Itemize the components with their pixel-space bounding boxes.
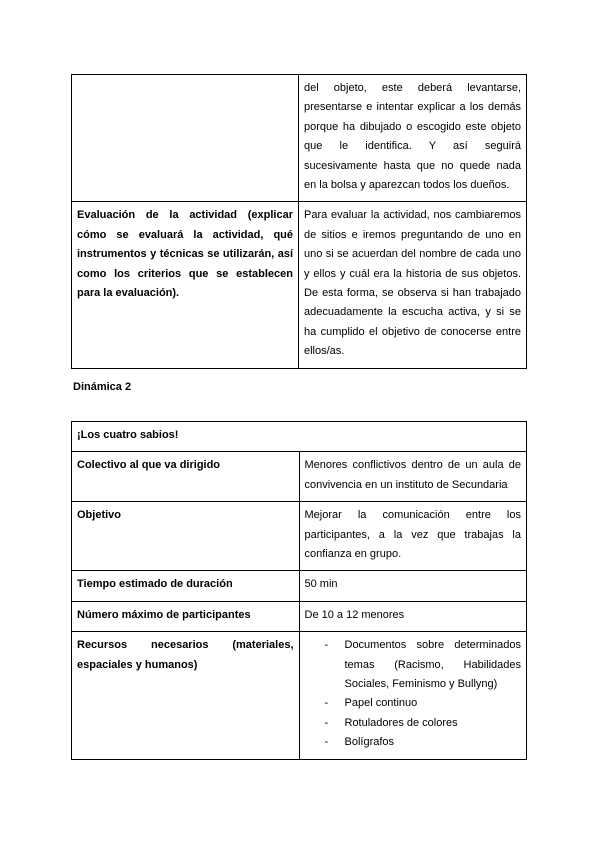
row-value: Menores conflictivos dentro de un aula de convivencia en un instituto de Secundaria xyxy=(299,452,527,502)
resources-label: Recursos necesarios (materiales, espaciales y humanos) xyxy=(72,632,300,759)
empty-label-cell xyxy=(72,75,299,202)
table-row xyxy=(72,571,527,601)
text-line: porque ha dibujado o escogido este objeto xyxy=(304,120,521,133)
evaluation-value: Para evaluar la actividad, nos cambiaremos de sitios e iremos preguntando de uno en uno si se acuerdan del nombre de cada uno y ellos y cuál era la historia de sus objetos. De esta forma, se observa si han trabajado adecuadamente la escucha activa, y si se ha cumplido el objetivo de conocerse entre ellos/as. xyxy=(299,202,527,368)
dynamic-title: ¡Los cuatro sabios! xyxy=(72,422,527,452)
evaluation-label: Evaluación de la actividad (explicar cómo se evaluará la actividad, qué instrumentos y técnicas se utilizarán, así como los criterios que se establecen para la evaluación). xyxy=(72,202,299,368)
row-value: 50 min xyxy=(299,571,527,601)
table-row xyxy=(72,502,527,571)
table-row xyxy=(72,75,527,202)
table-row xyxy=(72,601,527,631)
row-label: Objetivo xyxy=(72,502,300,571)
row-value: Mejorar la comunicación entre los participantes, a la vez que trabajas la confianza en grupo. xyxy=(299,502,527,571)
list-item: - Rotuladores de colores xyxy=(305,714,522,733)
text-line: del objeto, este deberá levantarse, xyxy=(304,82,521,94)
section-title: Dinámica 2 xyxy=(73,381,132,393)
table-row xyxy=(72,202,527,368)
table-row xyxy=(72,422,527,452)
resources-list xyxy=(305,636,522,752)
row-value: De 10 a 12 menores xyxy=(299,601,527,631)
text-line: presentarse e intentar explicar a los demás xyxy=(304,101,521,114)
text-line: sucesivamente hasta que no quede nada xyxy=(304,159,521,172)
row-label: Tiempo estimado de duración xyxy=(72,571,300,601)
list-item: - Documentos sobre determinados temas (Racismo, Habilidades Sociales, Feminismo y Bullyng) xyxy=(305,636,522,694)
resources-value xyxy=(299,632,527,759)
row-label: Colectivo al que va dirigido xyxy=(72,452,300,502)
list-item: - Bolígrafos xyxy=(305,733,522,752)
table-row xyxy=(72,632,527,759)
text-line: que le identifica. Y así seguirá xyxy=(304,140,521,153)
dynamic-2-table xyxy=(71,421,527,760)
row-label: Número máximo de participantes xyxy=(72,601,300,631)
list-item: - Papel continuo xyxy=(305,694,522,713)
description-cell xyxy=(299,75,527,202)
activity-table-continued xyxy=(71,74,527,369)
table-row xyxy=(72,452,527,502)
text-line: en la bolsa y aparezcan todos los dueños. xyxy=(304,179,510,192)
